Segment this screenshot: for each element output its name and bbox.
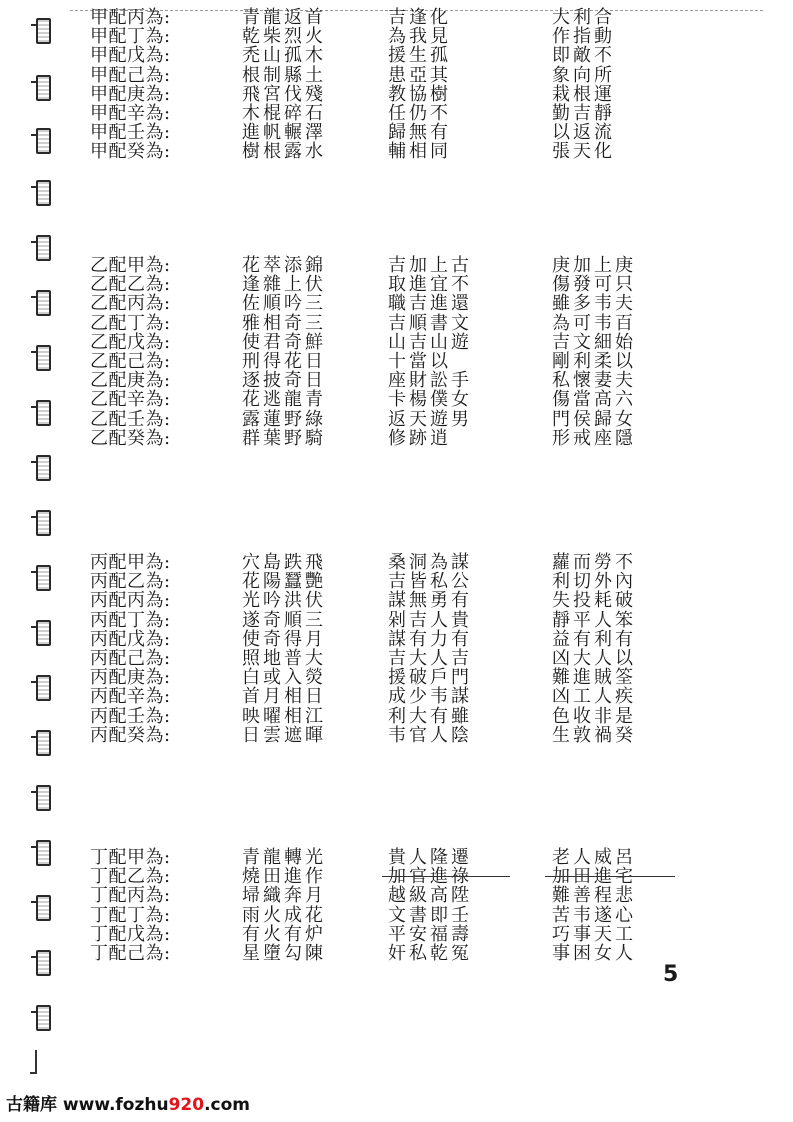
verse-cell: 為可韦百 (552, 312, 636, 334)
verse-cell: 進帆輾澤 (242, 122, 326, 144)
binder-ring (36, 180, 51, 206)
verse-cell: 凶工人疾 (552, 686, 636, 708)
underline-rule (545, 876, 675, 877)
verse-cell: 座財訟手 (388, 370, 472, 392)
verse-cell: 事困女人 (552, 942, 636, 964)
verse-cell: 剛利柔以 (552, 350, 636, 372)
table-row (90, 256, 690, 275)
verse-cell: 成少韦謀 (388, 686, 472, 708)
verse-cell: 吉大人吉 (388, 647, 472, 669)
verse-cell: 吉逢化 (388, 7, 451, 28)
binder-rings (28, 0, 58, 1080)
stem-pair-label: 丙配甲為: (90, 552, 171, 573)
verse-cell: 逢雜上伏 (242, 274, 326, 296)
verse-cell: 修跡逍 (388, 427, 451, 449)
stem-pair-label: 甲配辛為: (90, 102, 171, 124)
binder-ring (36, 455, 51, 481)
stem-pair-label: 甲配壬為: (90, 122, 171, 144)
verse-cell: 吉文細始 (552, 331, 636, 353)
stem-pair-label: 丁配丁為: (90, 904, 171, 926)
table-row (90, 142, 690, 161)
verse-cell: 利切外內 (552, 571, 636, 593)
watermark-digits: 920 (168, 1095, 205, 1115)
table-row (90, 46, 690, 65)
verse-cell: 謀有力有 (388, 628, 472, 650)
verse-cell: 雖多韦夫 (552, 293, 636, 315)
verse-cell: 形戒座隱 (552, 427, 636, 449)
section-yi (90, 256, 690, 448)
table-row (90, 333, 690, 352)
stem-pair-label: 乙配丁為: (90, 312, 171, 334)
verse-cell: 教協樹 (388, 83, 451, 105)
verse-cell: 傷發可只 (552, 274, 636, 296)
verse-cell: 張天化 (552, 141, 615, 163)
stem-pair-label: 乙配辛為: (90, 389, 171, 411)
verse-cell: 難善程悲 (552, 885, 636, 907)
table-row (90, 630, 690, 649)
verse-cell: 加田進宅 (552, 866, 636, 888)
verse-cell: 失投耗破 (552, 590, 636, 612)
table-row (90, 886, 690, 905)
binder-ring (36, 1005, 51, 1031)
stem-pair-label: 丙配戊為: (90, 628, 171, 650)
stem-pair-label: 甲配庚為: (90, 83, 171, 105)
verse-cell: 露蓮野綠 (242, 408, 326, 430)
verse-cell: 奸私乾冤 (388, 942, 472, 964)
verse-cell: 照地普大 (242, 647, 326, 669)
table-row (90, 275, 690, 294)
table-row (90, 687, 690, 706)
stem-pair-label: 丙配丙為: (90, 590, 171, 612)
table-row (90, 410, 690, 429)
verse-cell: 傷當高六 (552, 389, 636, 411)
verse-cell: 韦官人陰 (388, 724, 472, 746)
verse-cell: 越級高陞 (388, 885, 472, 907)
stem-pair-label: 丙配癸為: (90, 724, 171, 746)
verse-cell: 穴島跌飛 (242, 552, 326, 573)
verse-cell: 禿山孤木 (242, 45, 326, 67)
table-row (90, 27, 690, 46)
verse-cell: 剁吉人貴 (388, 609, 472, 631)
table-row (90, 66, 690, 85)
table-row (90, 591, 690, 610)
verse-cell: 作指動 (552, 26, 615, 48)
verse-cell: 燒田進作 (242, 866, 326, 888)
stem-pair-label: 乙配戊為: (90, 331, 171, 353)
table-row (90, 85, 690, 104)
table-row (90, 553, 690, 572)
verse-cell: 任仍不 (388, 102, 451, 124)
binder-ring (36, 75, 51, 101)
stem-pair-label: 乙配壬為: (90, 408, 171, 430)
verse-cell: 乾柴烈火 (242, 26, 326, 48)
verse-cell: 群葉野騎 (242, 427, 326, 449)
table-row (90, 8, 690, 27)
table-row (90, 294, 690, 313)
stem-pair-label: 乙配癸為: (90, 427, 171, 449)
binder-ring (36, 785, 51, 811)
section-bing (90, 553, 690, 745)
verse-cell: 映曜相江 (242, 705, 326, 727)
verse-cell: 庚加上庚 (552, 255, 636, 276)
table-row (90, 707, 690, 726)
binder-ring (36, 235, 51, 261)
verse-cell: 佐順吟三 (242, 293, 326, 315)
stem-pair-label: 丙配乙為: (90, 571, 171, 593)
stem-pair-label: 甲配癸為: (90, 141, 171, 163)
stem-pair-label: 乙配丙為: (90, 293, 171, 315)
verse-cell: 輔相同 (388, 141, 451, 163)
verse-cell: 利大有雖 (388, 705, 472, 727)
binder-ring (36, 840, 51, 866)
verse-cell: 逐披奇日 (242, 370, 326, 392)
binder-ring (36, 290, 51, 316)
stem-pair-label: 丁配乙為: (90, 866, 171, 888)
verse-cell: 星墮勾陳 (242, 942, 326, 964)
verse-cell: 文書即壬 (388, 904, 472, 926)
verse-cell: 援生孤 (388, 45, 451, 67)
section-ding (90, 848, 690, 963)
verse-cell: 使奇得月 (242, 628, 326, 650)
verse-cell: 花逃龍青 (242, 389, 326, 411)
verse-cell: 大利合 (552, 7, 615, 28)
verse-cell: 勤吉靜 (552, 102, 615, 124)
stem-pair-label: 甲配戊為: (90, 45, 171, 67)
stem-pair-label: 丙配丁為: (90, 609, 171, 631)
stem-pair-label: 乙配乙為: (90, 274, 171, 296)
verse-cell: 貴人隆遷 (388, 847, 472, 868)
binder-end-mark (30, 1050, 37, 1074)
verse-cell: 花萃添錦 (242, 255, 326, 276)
stem-pair-label: 丁配甲為: (90, 847, 171, 868)
watermark-suffix: .com (204, 1095, 251, 1115)
verse-cell: 樹根露水 (242, 141, 326, 163)
verse-cell: 根制縣土 (242, 64, 326, 86)
verse-cell: 卡楊僕女 (388, 389, 472, 411)
binder-ring (36, 18, 51, 44)
stem-pair-label: 丁配丙為: (90, 885, 171, 907)
verse-cell: 返天遊男 (388, 408, 472, 430)
stem-pair-label: 甲配丙為: (90, 7, 171, 28)
stem-pair-label: 甲配己為: (90, 64, 171, 86)
verse-cell: 吉順書文 (388, 312, 472, 334)
verse-cell: 吉加上古 (388, 255, 472, 276)
table-row (90, 611, 690, 630)
verse-cell: 取進宜不 (388, 274, 472, 296)
verse-cell: 埽織奔月 (242, 885, 326, 907)
binder-ring (36, 510, 51, 536)
verse-cell: 十當以 (388, 350, 451, 372)
verse-cell: 青龍返首 (242, 7, 326, 28)
underline-rule (382, 876, 510, 877)
table-row (90, 123, 690, 142)
table-row (90, 572, 690, 591)
verse-cell: 職吉進還 (388, 293, 472, 315)
verse-cell: 象向所 (552, 64, 615, 86)
verse-cell: 首月相日 (242, 686, 326, 708)
binder-ring (36, 895, 51, 921)
table-row (90, 371, 690, 390)
stem-pair-label: 丁配己為: (90, 942, 171, 964)
verse-cell: 有火有炉 (242, 923, 326, 945)
binder-ring (36, 950, 51, 976)
verse-cell: 即敵不 (552, 45, 615, 67)
watermark-prefix: 古籍库 www.fozhu (6, 1095, 169, 1115)
verse-cell: 青龍轉光 (242, 847, 326, 868)
stem-pair-label: 丁配戊為: (90, 923, 171, 945)
stem-pair-label: 丙配庚為: (90, 667, 171, 689)
verse-cell: 雅相奇三 (242, 312, 326, 334)
table-row (90, 944, 690, 963)
binder-ring (36, 620, 51, 646)
verse-cell: 栽根運 (552, 83, 615, 105)
verse-cell: 刑得花日 (242, 350, 326, 372)
binder-ring (36, 345, 51, 371)
watermark (6, 1090, 250, 1115)
verse-cell: 雨火成花 (242, 904, 326, 926)
verse-cell: 巧事天工 (552, 923, 636, 945)
verse-cell: 益有利有 (552, 628, 636, 650)
verse-cell: 飛宮伐殘 (242, 83, 326, 105)
verse-cell: 桑洞為謀 (388, 552, 472, 573)
stem-pair-label: 丙配壬為: (90, 705, 171, 727)
verse-cell: 花陽蠶艷 (242, 571, 326, 593)
verse-cell: 難進賊筌 (552, 667, 636, 689)
verse-cell: 白或入熒 (242, 667, 326, 689)
stem-pair-label: 乙配己為: (90, 350, 171, 372)
verse-cell: 吉皆私公 (388, 571, 472, 593)
verse-cell: 蘿而勞不 (552, 552, 636, 573)
binder-ring (36, 730, 51, 756)
table-row (90, 668, 690, 687)
verse-cell: 色收非是 (552, 705, 636, 727)
verse-cell: 門侯歸女 (552, 408, 636, 430)
verse-cell: 遂奇順三 (242, 609, 326, 631)
verse-cell: 光吟洪伏 (242, 590, 326, 612)
verse-cell: 山吉山遊 (388, 331, 472, 353)
verse-cell: 謀無勇有 (388, 590, 472, 612)
table-row (90, 314, 690, 333)
table-row (90, 429, 690, 448)
binder-ring (36, 675, 51, 701)
stem-pair-label: 甲配丁為: (90, 26, 171, 48)
stem-pair-label: 乙配庚為: (90, 370, 171, 392)
table-row (90, 104, 690, 123)
binder-ring (36, 400, 51, 426)
table-row (90, 352, 690, 371)
verse-cell: 歸無有 (388, 122, 451, 144)
section-jia (90, 8, 690, 162)
verse-cell: 患亞其 (388, 64, 451, 86)
verse-cell: 生敦禍癸 (552, 724, 636, 746)
stem-pair-label: 丙配辛為: (90, 686, 171, 708)
verse-cell: 老人威呂 (552, 847, 636, 868)
verse-cell: 靜平人笨 (552, 609, 636, 631)
verse-cell: 援破戶門 (388, 667, 472, 689)
verse-cell: 平安福壽 (388, 923, 472, 945)
table-row (90, 906, 690, 925)
table-row (90, 390, 690, 409)
verse-cell: 凶大人以 (552, 647, 636, 669)
verse-cell: 日雲遮暉 (242, 724, 326, 746)
verse-cell: 加官進祿 (388, 866, 472, 888)
binder-ring (36, 565, 51, 591)
verse-cell: 為我見 (388, 26, 451, 48)
stem-pair-label: 丙配己為: (90, 647, 171, 669)
table-row (90, 726, 690, 745)
binder-ring (36, 128, 51, 154)
page-number: 5 (663, 962, 679, 987)
verse-cell: 木棍碎石 (242, 102, 326, 124)
verse-cell: 私懷妻夫 (552, 370, 636, 392)
table-row (90, 848, 690, 867)
stem-pair-label: 乙配甲為: (90, 255, 171, 276)
table-row (90, 649, 690, 668)
verse-cell: 以返流 (552, 122, 615, 144)
verse-cell: 苦韦遂心 (552, 904, 636, 926)
table-row (90, 925, 690, 944)
verse-cell: 使君奇鮮 (242, 331, 326, 353)
